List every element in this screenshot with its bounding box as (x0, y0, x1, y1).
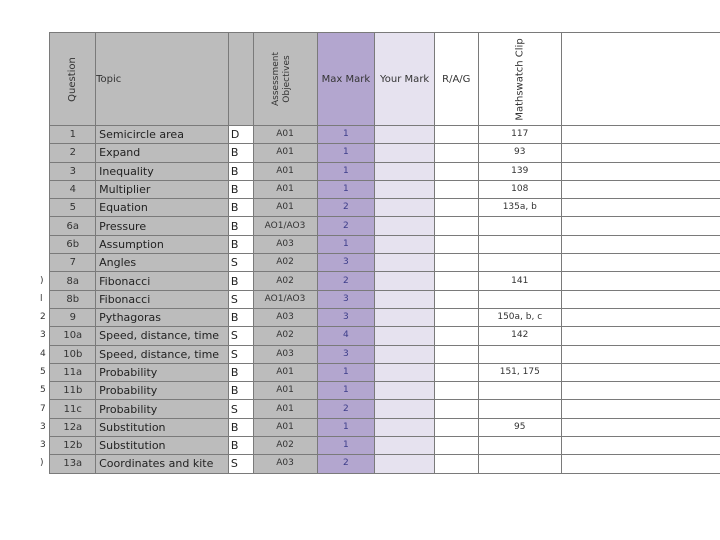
mathswatch-clip: 95 (478, 418, 561, 436)
mathswatch-clip (478, 455, 561, 473)
grade-level: B (228, 199, 253, 217)
mark-sheet-table (40, 32, 720, 474)
max-mark: 2 (317, 272, 375, 290)
your-mark-cell[interactable] (375, 363, 435, 381)
your-mark-cell[interactable] (375, 235, 435, 253)
mathswatch-clip (478, 254, 561, 272)
assessment-objective: AO1/AO3 (253, 290, 317, 308)
mathswatch-clip: 108 (478, 180, 561, 198)
assessment-objective: A03 (253, 235, 317, 253)
your-mark-cell[interactable] (375, 345, 435, 363)
table-row (40, 437, 720, 455)
rag-cell[interactable] (434, 327, 478, 345)
grade-level: S (228, 455, 253, 473)
topic-cell: Speed, distance, time (96, 345, 229, 363)
topic-cell: Angles (96, 254, 229, 272)
max-mark: 1 (317, 180, 375, 198)
empty-cell (561, 126, 720, 144)
your-mark-header: Your Mark (375, 33, 435, 126)
level-header (228, 33, 253, 126)
table-row (40, 382, 720, 400)
question-number: 8a (50, 272, 96, 290)
topic-cell: Probability (96, 363, 229, 381)
empty-cell (561, 400, 720, 418)
rag-cell[interactable] (434, 254, 478, 272)
question-number: 10a (50, 327, 96, 345)
your-mark-cell[interactable] (375, 272, 435, 290)
table-row (40, 254, 720, 272)
mathswatch-clip (478, 437, 561, 455)
assessment-objective: A01 (253, 363, 317, 381)
rag-header: R/A/G (434, 33, 478, 126)
row-number (40, 235, 50, 253)
grade-level: S (228, 400, 253, 418)
topic-header: Topic (96, 33, 229, 126)
assessment-objective: A01 (253, 162, 317, 180)
table-row (40, 199, 720, 217)
your-mark-cell[interactable] (375, 254, 435, 272)
grade-level: B (228, 217, 253, 235)
topic-cell: Inequality (96, 162, 229, 180)
empty-cell (561, 437, 720, 455)
empty-cell (561, 235, 720, 253)
question-number: 9 (50, 308, 96, 326)
topic-cell: Substitution (96, 418, 229, 436)
your-mark-cell[interactable] (375, 400, 435, 418)
grade-level: S (228, 327, 253, 345)
row-number: ) (40, 455, 50, 473)
question-number: 12a (50, 418, 96, 436)
max-mark: 2 (317, 455, 375, 473)
max-mark: 2 (317, 400, 375, 418)
row-number (40, 126, 50, 144)
empty-cell (561, 144, 720, 162)
table-row (40, 126, 720, 144)
topic-cell: Semicircle area (96, 126, 229, 144)
table-row (40, 217, 720, 235)
max-mark: 1 (317, 126, 375, 144)
topic-cell: Probability (96, 400, 229, 418)
row-number: 5 (40, 382, 50, 400)
grade-level: B (228, 180, 253, 198)
question-number: 5 (50, 199, 96, 217)
empty-cell (561, 363, 720, 381)
table-row (40, 308, 720, 326)
topic-cell: Pythagoras (96, 308, 229, 326)
topic-cell: Pressure (96, 217, 229, 235)
row-number (40, 254, 50, 272)
topic-cell: Multiplier (96, 180, 229, 198)
mathswatch-clip (478, 235, 561, 253)
max-mark: 2 (317, 199, 375, 217)
grade-level: B (228, 272, 253, 290)
question-number: 1 (50, 126, 96, 144)
assessment-objective: A01 (253, 180, 317, 198)
row-number (40, 144, 50, 162)
your-mark-cell[interactable] (375, 180, 435, 198)
empty-cell (561, 290, 720, 308)
question-number: 8b (50, 290, 96, 308)
row-number: ) (40, 272, 50, 290)
assessment-objective: A01 (253, 418, 317, 436)
table-row (40, 363, 720, 381)
row-number (40, 217, 50, 235)
row-number: l (40, 290, 50, 308)
max-mark: 4 (317, 327, 375, 345)
row-number: 4 (40, 345, 50, 363)
mathswatch-clip (478, 382, 561, 400)
rag-cell[interactable] (434, 290, 478, 308)
question-number: 13a (50, 455, 96, 473)
assessment-objective: A02 (253, 437, 317, 455)
your-mark-cell[interactable] (375, 217, 435, 235)
table-row (40, 327, 720, 345)
question-number: 6b (50, 235, 96, 253)
max-mark-header: Max Mark (317, 33, 375, 126)
max-mark: 1 (317, 363, 375, 381)
row-number: 3 (40, 437, 50, 455)
rag-cell[interactable] (434, 437, 478, 455)
mathswatch-clip: 151, 175 (478, 363, 561, 381)
empty-cell (561, 382, 720, 400)
grade-level: B (228, 418, 253, 436)
your-mark-cell[interactable] (375, 199, 435, 217)
topic-cell: Probability (96, 382, 229, 400)
mathswatch-clip: 93 (478, 144, 561, 162)
table-row (40, 180, 720, 198)
assessment-objective: A02 (253, 254, 317, 272)
topic-cell: Speed, distance, time (96, 327, 229, 345)
max-mark: 1 (317, 162, 375, 180)
assessment-objective: A01 (253, 144, 317, 162)
table-row (40, 290, 720, 308)
max-mark: 3 (317, 290, 375, 308)
assessment-objective: A03 (253, 308, 317, 326)
table-row (40, 272, 720, 290)
rag-cell[interactable] (434, 272, 478, 290)
max-mark: 2 (317, 217, 375, 235)
empty-cell (561, 254, 720, 272)
row-number (40, 162, 50, 180)
your-mark-cell[interactable] (375, 308, 435, 326)
your-mark-cell[interactable] (375, 455, 435, 473)
rag-cell[interactable] (434, 180, 478, 198)
max-mark: 3 (317, 308, 375, 326)
mathswatch-clip: 142 (478, 327, 561, 345)
topic-cell: Substitution (96, 437, 229, 455)
rag-cell[interactable] (434, 199, 478, 217)
rag-cell[interactable] (434, 144, 478, 162)
topic-cell: Assumption (96, 235, 229, 253)
topic-cell: Expand (96, 144, 229, 162)
empty-cell (561, 455, 720, 473)
your-mark-cell[interactable] (375, 144, 435, 162)
table-row (40, 162, 720, 180)
rag-cell[interactable] (434, 382, 478, 400)
empty-cell (561, 272, 720, 290)
grade-level: B (228, 235, 253, 253)
grade-level: B (228, 437, 253, 455)
table-row (40, 144, 720, 162)
topic-cell: Fibonacci (96, 290, 229, 308)
mathswatch-clip (478, 345, 561, 363)
grade-level: B (228, 308, 253, 326)
rag-cell[interactable] (434, 308, 478, 326)
clip-header: Mathswatch Clip (478, 33, 561, 126)
assessment-objective: A01 (253, 382, 317, 400)
assessment-objective: A01 (253, 199, 317, 217)
max-mark: 1 (317, 144, 375, 162)
rag-cell[interactable] (434, 235, 478, 253)
rag-cell[interactable] (434, 345, 478, 363)
grade-level: B (228, 382, 253, 400)
mathswatch-clip: 141 (478, 272, 561, 290)
mathswatch-clip (478, 217, 561, 235)
grade-level: B (228, 363, 253, 381)
row-number-header (40, 33, 50, 126)
assessment-objective: A01 (253, 400, 317, 418)
question-number: 7 (50, 254, 96, 272)
table-row (40, 455, 720, 473)
your-mark-cell[interactable] (375, 290, 435, 308)
mathswatch-clip: 150a, b, c (478, 308, 561, 326)
empty-cell (561, 327, 720, 345)
question-number: 3 (50, 162, 96, 180)
row-number: 5 (40, 363, 50, 381)
rag-cell[interactable] (434, 455, 478, 473)
row-number (40, 199, 50, 217)
grade-level: S (228, 290, 253, 308)
question-number: 11b (50, 382, 96, 400)
question-number: 11c (50, 400, 96, 418)
table-row (40, 235, 720, 253)
topic-cell: Equation (96, 199, 229, 217)
rag-cell[interactable] (434, 126, 478, 144)
max-mark: 1 (317, 382, 375, 400)
row-number: 7 (40, 400, 50, 418)
assessment-objective: A03 (253, 345, 317, 363)
assessment-objective: A03 (253, 455, 317, 473)
empty-cell (561, 199, 720, 217)
your-mark-cell[interactable] (375, 382, 435, 400)
question-number: 12b (50, 437, 96, 455)
assessment-objective: A02 (253, 327, 317, 345)
empty-cell (561, 162, 720, 180)
mathswatch-clip: 135a, b (478, 199, 561, 217)
rag-cell[interactable] (434, 363, 478, 381)
empty-header (561, 33, 720, 126)
mathswatch-clip (478, 290, 561, 308)
grade-level: B (228, 144, 253, 162)
assessment-objective: AO1/AO3 (253, 217, 317, 235)
assessment-objective: A02 (253, 272, 317, 290)
max-mark: 3 (317, 254, 375, 272)
grade-level: S (228, 254, 253, 272)
empty-cell (561, 345, 720, 363)
mathswatch-clip (478, 400, 561, 418)
row-number (40, 180, 50, 198)
rag-cell[interactable] (434, 162, 478, 180)
topic-cell: Fibonacci (96, 272, 229, 290)
rag-cell[interactable] (434, 400, 478, 418)
row-number: 3 (40, 327, 50, 345)
your-mark-cell[interactable] (375, 162, 435, 180)
grade-level: D (228, 126, 253, 144)
grade-level: S (228, 345, 253, 363)
question-number: 6a (50, 217, 96, 235)
mathswatch-clip: 139 (478, 162, 561, 180)
objectives-header: Assessment Objectives (253, 33, 317, 126)
question-number: 11a (50, 363, 96, 381)
rag-cell[interactable] (434, 418, 478, 436)
your-mark-cell[interactable] (375, 437, 435, 455)
empty-cell (561, 180, 720, 198)
max-mark: 3 (317, 345, 375, 363)
question-number: 4 (50, 180, 96, 198)
question-number: 10b (50, 345, 96, 363)
assessment-objective: A01 (253, 126, 317, 144)
topic-cell: Coordinates and kite (96, 455, 229, 473)
your-mark-cell[interactable] (375, 327, 435, 345)
table-row (40, 400, 720, 418)
your-mark-cell[interactable] (375, 418, 435, 436)
mathswatch-clip: 117 (478, 126, 561, 144)
empty-cell (561, 418, 720, 436)
question-header: Question (50, 33, 96, 126)
row-number: 2 (40, 308, 50, 326)
rag-cell[interactable] (434, 217, 478, 235)
max-mark: 1 (317, 418, 375, 436)
table-row (40, 418, 720, 436)
empty-cell (561, 217, 720, 235)
row-number: 3 (40, 418, 50, 436)
max-mark: 1 (317, 235, 375, 253)
grade-level: B (228, 162, 253, 180)
question-number: 2 (50, 144, 96, 162)
your-mark-cell[interactable] (375, 126, 435, 144)
table-row (40, 345, 720, 363)
max-mark: 1 (317, 437, 375, 455)
empty-cell (561, 308, 720, 326)
